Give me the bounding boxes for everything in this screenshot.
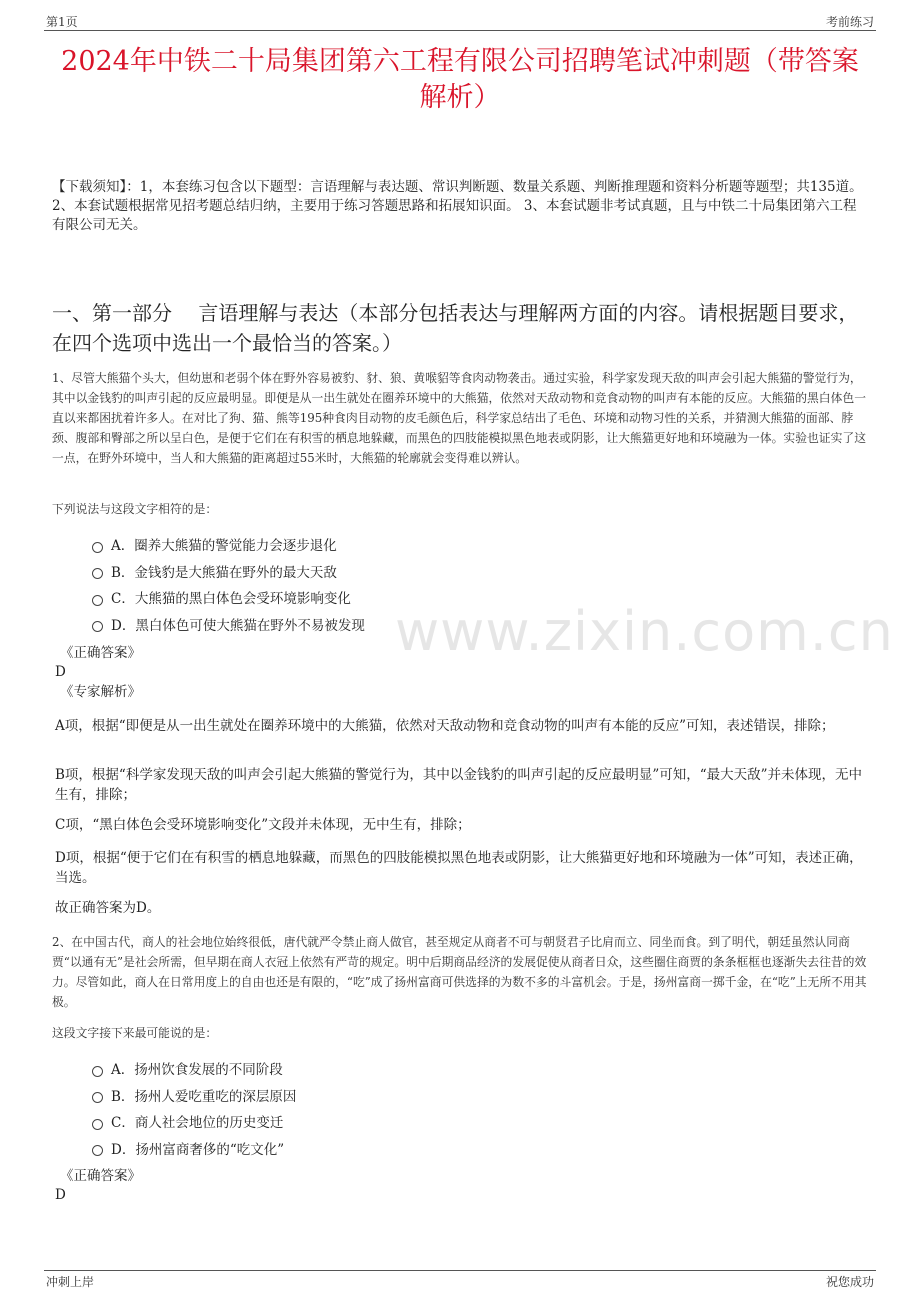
analysis-b: B项，根据“科学家发现天敌的叫声会引起大熊猫的警觉行为，其中以金钱豹的叫声引起的反应最明显”可知，“最大天敌”并未体现，无中生有，排除； [55, 767, 863, 803]
option-c[interactable] [92, 1108, 296, 1135]
section-heading: 一、第一部分 言语理解与表达（本部分包括表达与理解两方面的内容。请根据题目要求，在四个选项中选出一个最恰当的答案。） [52, 301, 859, 355]
radio-icon[interactable] [92, 595, 103, 606]
option-d[interactable] [92, 1135, 296, 1162]
answer-label: 《正确答案》 [60, 1168, 141, 1184]
option-label: C．商人社会地位的历史变迁 [111, 1115, 284, 1132]
answer-label: 《正确答案》 [60, 645, 141, 661]
radio-icon[interactable] [92, 621, 103, 632]
question-2-prompt: 这段文字接下来最可能说的是： [52, 1026, 218, 1040]
option-d[interactable] [92, 611, 365, 638]
option-label: D．黑白体色可使大熊猫在野外不易被发现 [111, 617, 365, 634]
watermark: www.zixin.com.cn [395, 600, 894, 663]
document-title: 2024年中铁二十局集团第六工程有限公司招聘笔试冲刺题（带答案解析） [61, 46, 859, 113]
analysis-a: A项，根据“即便是从一出生就处在圈养环境中的大熊猫，依然对天敌动物和竞食动物的叫声有本能的反应”可知，表述错误，排除； [55, 718, 835, 734]
analysis-conclusion: 故正确答案为D。 [55, 900, 161, 916]
analysis-d: D项，根据“便于它们在有积雪的栖息地躲藏，而黑色的四肢能模拟黑色地表或阴影，让大熊猫更好地和环境融为一体”可知，表述正确，当选。 [55, 850, 863, 886]
footer-left-text: 冲刺上岸 [46, 1275, 95, 1289]
page-number: 第1页 [46, 15, 78, 29]
question-1-options [92, 531, 365, 637]
download-notice: 【下载须知】：1，本套练习包含以下题型：言语理解与表达题、常识判断题、数量关系题、判断推理题和资料分析题等题型；共135道。 2、本套试题根据常见招考题总结归纳，主要用于练习答题思路和拓展知识面。 3、本套试题非考试真题，且与中铁二十局集团第六工程有限公司无关。 [52, 179, 863, 233]
option-label: D．扬州富商奢侈的“吃文化” [111, 1141, 285, 1158]
radio-icon[interactable] [92, 542, 103, 553]
question-2-text: 2、在中国古代，商人的社会地位始终很低，唐代就严令禁止商人做官，甚至规定从商者不可与朝贤君子比肩而立、同坐而食。到了明代，朝廷虽然认同商贾“以通有无”是社会所需，但早期在商人衣冠上依然有严苛的规定。明中后期商品经济的发展促使从商者日众，这些圈住商贾的条条框框也逐渐失去往昔的效力。尽管如此，商人在日常用度上的自由也还是有限的，“吃”成了扬州富商可供选择的为数不多的斗富机会。于是，扬州富商一掷千金，在“吃”上无所不用其极。 [52, 935, 867, 1009]
radio-icon[interactable] [92, 1119, 103, 1130]
radio-icon[interactable] [92, 1066, 103, 1077]
option-c[interactable] [92, 584, 365, 611]
option-label: A．扬州饮食发展的不同阶段 [111, 1062, 283, 1079]
footer-right-text: 祝您成功 [825, 1275, 874, 1289]
page-header [44, 12, 876, 31]
radio-icon[interactable] [92, 1092, 103, 1103]
option-b[interactable] [92, 558, 365, 585]
answer-value: D [55, 1187, 66, 1203]
analysis-label: 《专家解析》 [60, 684, 141, 700]
question-1-text: 1、尽管大熊猫个头大，但幼崽和老弱个体在野外容易被豹、豺、狼、黄喉貂等食肉动物袭击。通过实验，科学家发现天敌的叫声会引起大熊猫的警觉行为，其中以金钱豹的叫声引起的反应最明显。即便是从一出生就处在圈养环境中的大熊猫，依然对天敌动物和竞食动物的叫声有本能的反应。大熊猫的黑白体色一直以来都困扰着许多人。在对比了狗、猫、熊等195种食肉目动物的皮毛颜色后，科学家总结出了毛色、环境和动物习性的关系，并猜测大熊猫的面部、脖颈、腹部和臀部之所以呈白色，是便于它们在有积雪的栖息地躲藏，而黑色的四肢能模拟黑色地表或阴影，让大熊猫更好地和环境融为一体。实验也证实了这一点，在野外环境中，当人和大熊猫的距离超过55米时，大熊猫的轮廓就会变得难以辨认。 [52, 371, 866, 465]
option-a[interactable] [92, 1055, 296, 1082]
option-label: C．大熊猫的黑白体色会受环境影响变化 [111, 591, 351, 608]
option-b[interactable] [92, 1082, 296, 1109]
radio-icon[interactable] [92, 1145, 103, 1156]
header-tag: 考前练习 [825, 15, 874, 29]
option-label: A．圈养大熊猫的警觉能力会逐步退化 [111, 538, 337, 555]
answer-value: D [55, 664, 66, 680]
radio-icon[interactable] [92, 568, 103, 579]
page-footer [44, 1270, 876, 1291]
question-2-options [92, 1055, 296, 1161]
question-1-prompt: 下列说法与这段文字相符的是： [52, 502, 218, 516]
option-label: B．扬州人爱吃重吃的深层原因 [111, 1088, 297, 1105]
analysis-c: C项，“黑白体色会受环境影响变化”文段并未体现，无中生有，排除； [55, 817, 471, 833]
option-a[interactable] [92, 531, 365, 558]
option-label: B．金钱豹是大熊猫在野外的最大天敌 [111, 564, 337, 581]
